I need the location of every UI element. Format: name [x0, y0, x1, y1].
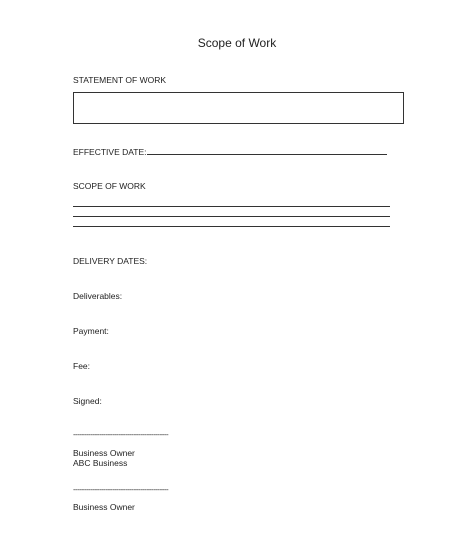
payment-label: Payment: [73, 326, 109, 336]
effective-date-line[interactable] [147, 154, 387, 155]
effective-date-label: EFFECTIVE DATE: [73, 147, 147, 157]
signature-separator-1: -------------------------------------------- [73, 430, 169, 439]
statement-of-work-label: STATEMENT OF WORK [73, 75, 167, 85]
document-title: Scope of Work [197, 36, 277, 50]
scope-of-work-label: SCOPE OF WORK [73, 181, 146, 191]
fee-label: Fee: [73, 361, 91, 371]
delivery-dates-label: DELIVERY DATES: [73, 256, 148, 266]
signature-separator-2: -------------------------------------------- [73, 485, 169, 494]
scope-line-3[interactable] [73, 226, 390, 227]
signer-1-role: Business Owner [73, 448, 135, 458]
scope-line-2[interactable] [73, 216, 390, 217]
signer-1-company: ABC Business [73, 458, 128, 468]
statement-of-work-box[interactable] [73, 92, 404, 124]
signed-label: Signed: [73, 396, 102, 406]
scope-line-1[interactable] [73, 206, 390, 207]
deliverables-label: Deliverables: [73, 291, 123, 301]
signer-2-role: Business Owner [73, 502, 135, 512]
